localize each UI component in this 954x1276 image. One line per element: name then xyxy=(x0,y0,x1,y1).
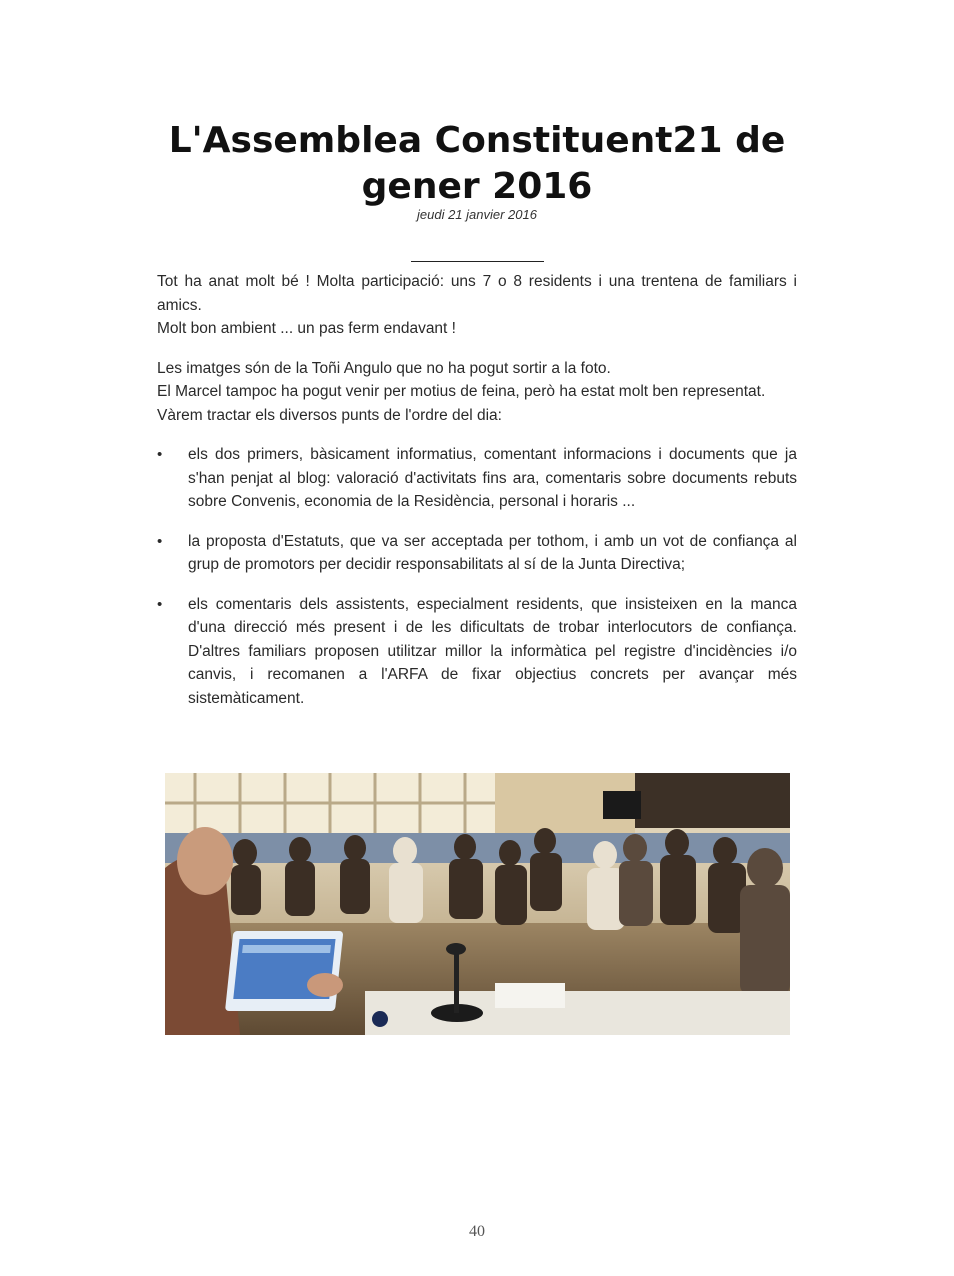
page-number: 40 xyxy=(469,1223,485,1240)
bullet-icon: • xyxy=(157,532,163,550)
paragraph-marcel: El Marcel tampoc ha pogut venir per motius de feina, però ha estat molt ben representat. xyxy=(157,383,766,400)
list-item xyxy=(157,443,797,514)
list-item-text: els comentaris dels assistents, especialment residents, que insisteixen en la manca d'una direcció més present i de les dificultats de trobar interlocutors de confiança. D'altres familiars proposen utilitzar millor la informàtica pel registre d'incidències i/o canvis, i recomanen a l'ARFA de fixar objectius concrets per avançar més sistemàticament. xyxy=(188,595,797,707)
list-item xyxy=(157,593,797,711)
paragraph-ambient: Molt bon ambient ... un pas ferm endavant ! xyxy=(157,320,456,337)
bullet-icon: • xyxy=(157,446,163,463)
separator-rule xyxy=(411,261,544,262)
page-title: L'Assemblea Constituent21 de gener 2016 xyxy=(168,120,786,207)
paragraph-agenda-intro: Vàrem tractar els diversos punts de l'ordre del dia: xyxy=(157,406,502,424)
list-item-text: la proposta d'Estatuts, que va ser acceptada per tothom, i amb un vot de confiança al grup de promotors per decidir responsabilitats al sí de la Junta Directiva; xyxy=(188,532,797,573)
paragraph-participation: Tot ha anat molt bé ! Molta participació: uns 7 o 8 residents i una trentena de familiars i amics. xyxy=(157,273,797,314)
bullet-icon: • xyxy=(157,595,163,613)
paragraph-images-credit: Les imatges són de la Toñi Angulo que no ha pogut sortir a la foto. xyxy=(157,359,611,377)
article-body xyxy=(157,270,797,726)
list-item xyxy=(157,530,797,577)
list-item-text: els dos primers, bàsicament informatius, comentant informacions i documents que ja s'han penjat al blog: valoració d'activitats fins ara, comentaris sobre documents rebuts sobre Convenis, economia de la Residència, personal i horaris ... xyxy=(188,446,797,510)
agenda-list xyxy=(157,443,797,710)
assembly-photo xyxy=(165,773,790,1035)
post-date: jeudi 21 janvier 2016 xyxy=(417,207,537,222)
